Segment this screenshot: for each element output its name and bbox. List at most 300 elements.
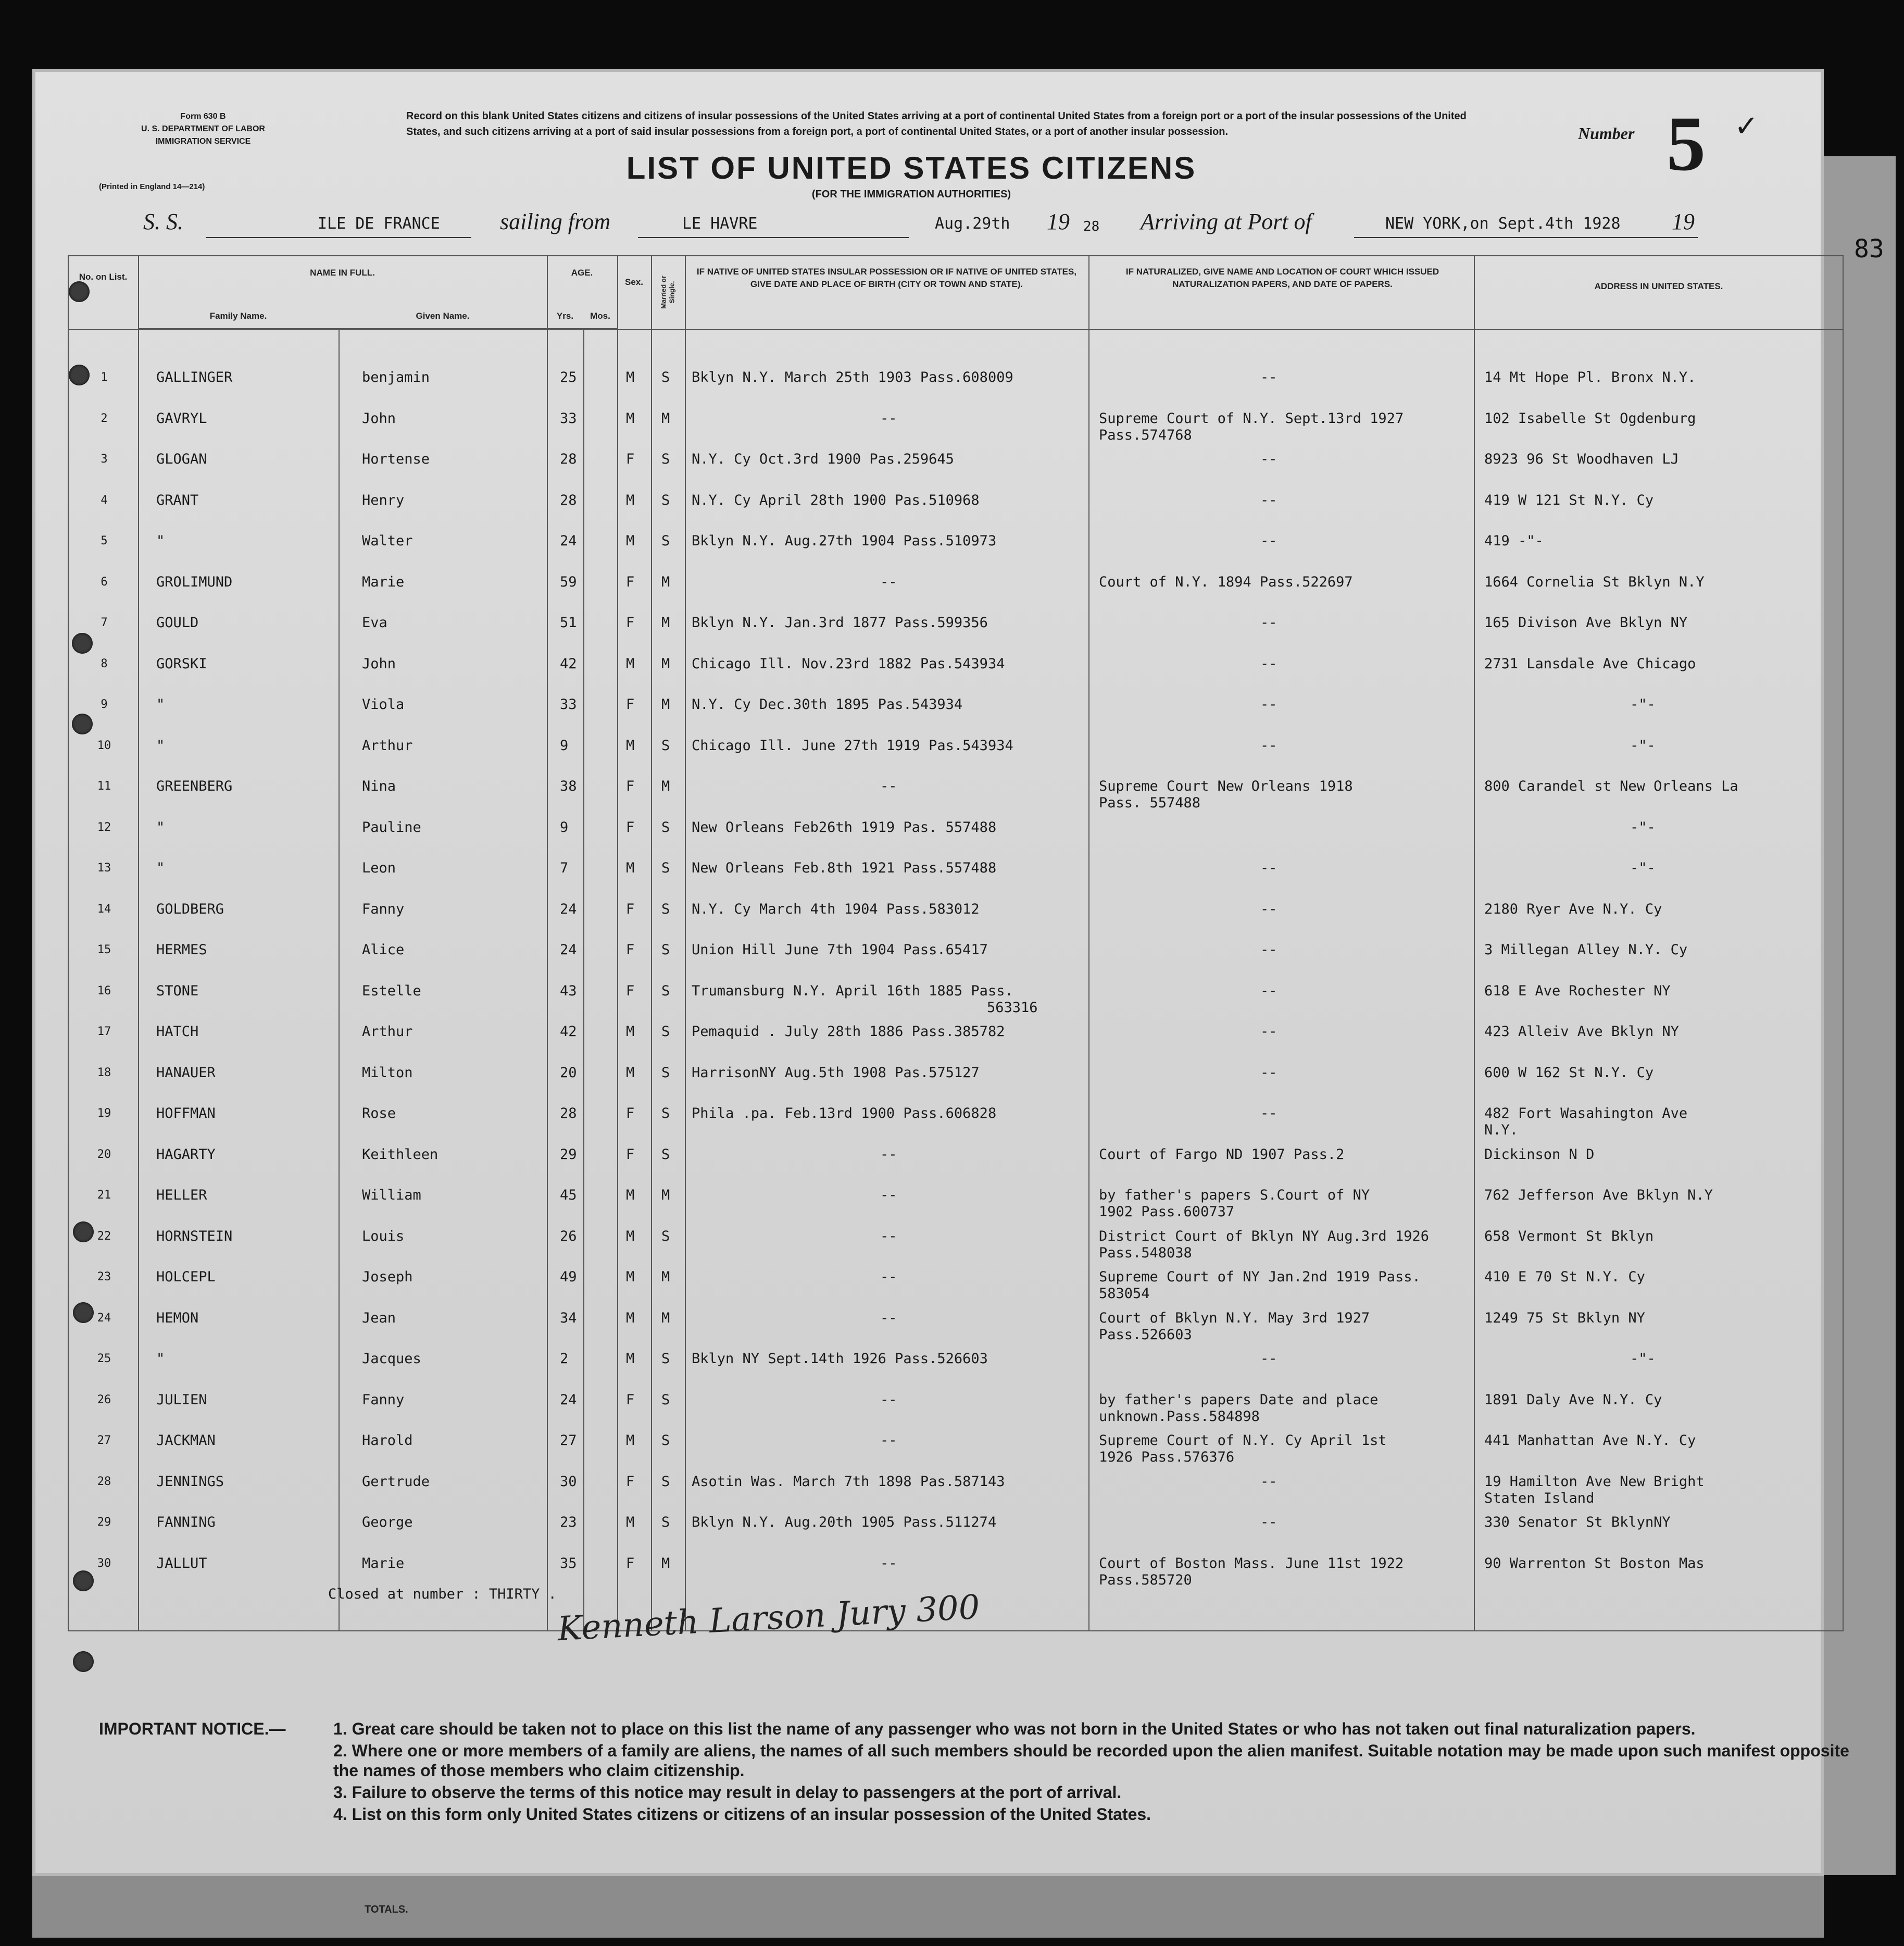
col-header-married: Married or Single.	[659, 276, 676, 309]
given-name: Harold	[362, 1432, 413, 1449]
us-address: 2731 Lansdale Ave Chicago	[1484, 655, 1696, 672]
birth-info: Union Hill June 7th 1904 Pass.65417	[692, 942, 988, 958]
naturalization: --	[1260, 696, 1277, 713]
birth-info: --	[880, 778, 897, 794]
given-name: Arthur	[362, 1024, 413, 1040]
table-row	[68, 1106, 1844, 1145]
age-years: 28	[560, 451, 577, 467]
sex: M	[626, 533, 635, 549]
birth-info: Pemaquid . July 28th 1886 Pass.385782	[692, 1024, 1005, 1040]
given-name: Jean	[362, 1309, 396, 1326]
naturalization: Supreme Court of NY Jan.2nd 1919 Pass.	[1099, 1269, 1421, 1285]
table-row	[68, 533, 1844, 573]
us-address: 618 E Ave Rochester NY	[1484, 982, 1671, 999]
us-address: 330 Senator St BklynNY	[1484, 1514, 1671, 1530]
us-address: -"-	[1630, 696, 1656, 713]
family-name: JALLUT	[156, 1555, 207, 1571]
sex: F	[626, 451, 635, 467]
table-row	[68, 1433, 1844, 1473]
given-name: Keithleen	[362, 1146, 439, 1163]
us-address: 1891 Daly Ave N.Y. Cy	[1484, 1391, 1662, 1408]
row-number: 14	[97, 902, 111, 916]
age-years: 7	[560, 860, 569, 876]
family-name: FANNING	[156, 1514, 216, 1530]
marital-status: M	[661, 1269, 670, 1285]
row-number: 16	[97, 984, 111, 997]
family-name: GOULD	[156, 615, 199, 631]
naturalization: --	[1260, 1473, 1277, 1490]
us-address: 3 Millegan Alley N.Y. Cy	[1484, 942, 1688, 958]
marital-status: S	[661, 533, 670, 549]
birth-info: --	[880, 1391, 897, 1408]
family-name: "	[156, 696, 165, 713]
row-number: 21	[97, 1189, 111, 1202]
sailing-date: Aug.29th	[935, 215, 1010, 233]
col-header-age: AGE.	[571, 268, 593, 278]
marital-status: S	[661, 1432, 670, 1449]
passenger-table	[68, 255, 1844, 1630]
record-instructions: Record on this blank United States citizens and citizens of insular possessions of the United States arriving at a port of continental United States from a foreign port or a port of the insular possessions of the United States, and such citizens arriving at a port of said insular possessions from a foreign port, a port of continental United States, or a port of another insular possession.	[406, 110, 1467, 138]
us-address: 482 Fort Wasahington Ave	[1484, 1105, 1688, 1121]
family-name: HOFFMAN	[156, 1105, 216, 1121]
notice-item: 4. List on this form only United States citizens or citizens of an insular possession of the United States.	[333, 1805, 1151, 1824]
marital-status: S	[661, 1351, 670, 1367]
col-header-name: NAME IN FULL.	[310, 268, 375, 278]
totals-label: TOTALS.	[365, 1904, 408, 1915]
given-name: Marie	[362, 1555, 405, 1571]
age-years: 24	[560, 901, 577, 917]
row-number: 28	[97, 1475, 111, 1488]
family-name: STONE	[156, 982, 199, 999]
naturalization-cont: Pass.585720	[1099, 1571, 1192, 1588]
age-years: 30	[560, 1473, 577, 1490]
inspector-signature: Kenneth Larson Jury 300	[556, 1588, 981, 1649]
us-address: 410 E 70 St N.Y. Cy	[1484, 1269, 1645, 1285]
age-years: 28	[560, 1105, 577, 1121]
family-name: JULIEN	[156, 1391, 207, 1408]
us-address: 800 Carandel st New Orleans La	[1484, 778, 1738, 794]
row-number: 15	[97, 943, 111, 956]
given-name: Alice	[362, 942, 405, 958]
marital-status: S	[661, 819, 670, 835]
row-number: 10	[97, 739, 111, 752]
age-years: 43	[560, 982, 577, 999]
family-name: JACKMAN	[156, 1432, 216, 1449]
table-row	[68, 1515, 1844, 1554]
given-name: Fanny	[362, 1391, 405, 1408]
departure-port: LE HAVRE	[682, 215, 758, 233]
year-prefix-2: 19	[1672, 209, 1695, 234]
checkmark-icon: ✓	[1734, 109, 1759, 143]
row-number: 24	[97, 1311, 111, 1325]
table-row	[68, 738, 1844, 778]
family-name: "	[156, 819, 165, 835]
given-name: John	[362, 655, 396, 672]
notice-item: 3. Failure to observe the terms of this notice may result in delay to passengers at the port of arrival.	[333, 1783, 1122, 1802]
marital-status: S	[661, 1514, 670, 1530]
naturalization: --	[1260, 533, 1277, 549]
age-years: 42	[560, 655, 577, 672]
birth-info-cont: 563316	[987, 999, 1038, 1016]
naturalization: Supreme Court of N.Y. Cy April 1st	[1099, 1432, 1387, 1449]
marital-status: S	[661, 737, 670, 754]
given-name: Arthur	[362, 737, 413, 754]
family-name: HATCH	[156, 1024, 199, 1040]
birth-info: N.Y. Cy Oct.3rd 1900 Pas.259645	[692, 451, 954, 467]
sex: M	[626, 1351, 635, 1367]
page-title: LIST OF UNITED STATES CITIZENS	[626, 151, 1197, 185]
age-years: 49	[560, 1269, 577, 1285]
marital-status: S	[661, 1391, 670, 1408]
bottom-page-edge	[32, 1875, 1824, 1938]
age-years: 59	[560, 573, 577, 590]
family-name: HOLCEPL	[156, 1269, 216, 1285]
birth-info: --	[880, 1309, 897, 1326]
naturalization: Court of N.Y. 1894 Pass.522697	[1099, 573, 1353, 590]
marital-status: M	[661, 1187, 670, 1203]
naturalization: Supreme Court New Orleans 1918	[1099, 778, 1353, 794]
birth-info: --	[880, 410, 897, 427]
family-name: HORNSTEIN	[156, 1228, 233, 1244]
us-address: 1664 Cornelia St Bklyn N.Y	[1484, 573, 1705, 590]
col-header-naturalized: IF NATURALIZED, GIVE NAME AND LOCATION OF COURT WHICH ISSUED NATURALIZATION PAPERS, AND DATE OF PAPERS.	[1125, 267, 1439, 289]
naturalization: District Court of Bklyn NY Aug.3rd 1926	[1099, 1228, 1429, 1244]
naturalization: by father's papers S.Court of NY	[1099, 1187, 1370, 1203]
sex: F	[626, 778, 635, 794]
us-address: 658 Vermont St Bklyn	[1484, 1228, 1654, 1244]
naturalization: --	[1260, 451, 1277, 467]
birth-info: --	[880, 573, 897, 590]
age-years: 26	[560, 1228, 577, 1244]
us-address: Dickinson N D	[1484, 1146, 1595, 1163]
arriving-label: Arriving at Port of	[1141, 209, 1312, 234]
notice-label: IMPORTANT NOTICE.—	[99, 1719, 286, 1738]
marital-status: M	[661, 573, 670, 590]
table-row	[68, 1024, 1844, 1064]
us-address: -"-	[1630, 860, 1656, 876]
age-years: 23	[560, 1514, 577, 1530]
closed-at-number: Closed at number : THIRTY .	[328, 1586, 557, 1602]
punch-hole	[73, 1651, 94, 1672]
given-name: Marie	[362, 573, 405, 590]
notice-item: 2. Where one or more members of a family are aliens, the names of all such members should be recorded upon the alien manifest. Suitable notation may be made upon such manifest opposite the names of those members who claim citizenship.	[333, 1741, 1849, 1780]
marital-status: M	[661, 410, 670, 427]
age-years: 27	[560, 1432, 577, 1449]
arrival-underline	[1354, 237, 1698, 238]
age-years: 29	[560, 1146, 577, 1163]
table-row	[68, 860, 1844, 900]
given-name: Hortense	[362, 451, 430, 467]
birth-info: Bklyn N.Y. March 25th 1903 Pass.608009	[692, 369, 1013, 385]
given-name: Joseph	[362, 1269, 413, 1285]
table-row	[68, 370, 1844, 409]
row-number: 8	[101, 657, 108, 670]
row-number: 29	[97, 1516, 111, 1529]
given-name: George	[362, 1514, 413, 1530]
family-name: GAVRYL	[156, 410, 207, 427]
table-row	[68, 493, 1844, 532]
sex: M	[626, 860, 635, 876]
us-address: 8923 96 St Woodhaven LJ	[1484, 451, 1679, 467]
naturalization-cont: 583054	[1099, 1286, 1150, 1302]
naturalization: --	[1260, 982, 1277, 999]
given-name: Walter	[362, 533, 413, 549]
sex: M	[626, 492, 635, 508]
given-name: benjamin	[362, 369, 430, 385]
year-prefix: 19	[1047, 209, 1070, 234]
birth-info: Asotin Was. March 7th 1898 Pas.587143	[692, 1473, 1005, 1490]
naturalization-cont: 1902 Pass.600737	[1099, 1204, 1235, 1220]
marital-status: M	[661, 696, 670, 713]
age-years: 51	[560, 615, 577, 631]
marital-status: M	[661, 1555, 670, 1571]
sex: M	[626, 1269, 635, 1285]
sex: F	[626, 1391, 635, 1408]
birth-info: HarrisonNY Aug.5th 1908 Pas.575127	[692, 1064, 980, 1081]
age-years: 28	[560, 492, 577, 508]
marital-status: S	[661, 1024, 670, 1040]
marital-status: S	[661, 369, 670, 385]
table-row	[68, 615, 1844, 655]
table-row	[68, 942, 1844, 982]
us-address-cont: N.Y.	[1484, 1122, 1519, 1138]
marital-status: S	[661, 1064, 670, 1081]
table-row	[68, 1392, 1844, 1432]
us-address: 19 Hamilton Ave New Bright	[1484, 1473, 1705, 1490]
notice-item: 1. Great care should be taken not to place on this list the name of any passenger who was not born in the United States or who has not taken out final naturalization papers.	[333, 1719, 1696, 1738]
table-row	[68, 983, 1844, 1023]
col-header-sex: Sex.	[625, 277, 643, 287]
form-identification	[104, 110, 302, 148]
age-years: 34	[560, 1309, 577, 1326]
birth-info: Phila .pa. Feb.13rd 1900 Pass.606828	[692, 1105, 997, 1121]
table-row	[68, 1065, 1844, 1105]
naturalization: --	[1260, 655, 1277, 672]
table-row	[68, 656, 1844, 696]
us-address: 102 Isabelle St Ogdenburg	[1484, 410, 1696, 427]
birth-info: N.Y. Cy April 28th 1900 Pas.510968	[692, 492, 980, 508]
row-number: 13	[97, 862, 111, 875]
col-header-mos: Mos.	[590, 311, 610, 321]
form-number: Form 630 B	[180, 112, 226, 121]
sex: M	[626, 1228, 635, 1244]
birth-info: Trumansburg N.Y. April 16th 1885 Pass.	[692, 982, 1013, 999]
col-header-address: ADDRESS IN UNITED STATES.	[1594, 281, 1723, 291]
row-number: 3	[101, 453, 108, 466]
given-name: Milton	[362, 1064, 413, 1081]
sex: F	[626, 573, 635, 590]
arrival-port-date: NEW YORK,on Sept.4th 1928	[1385, 215, 1621, 233]
given-name: Fanny	[362, 901, 405, 917]
family-name: GALLINGER	[156, 369, 233, 385]
row-number: 17	[97, 1025, 111, 1038]
service-name: IMMIGRATION SERVICE	[155, 137, 251, 146]
sex: F	[626, 982, 635, 999]
birth-info: Chicago Ill. June 27th 1919 Pas.543934	[692, 737, 1013, 754]
birth-info: --	[880, 1146, 897, 1163]
us-address: 600 W 162 St N.Y. Cy	[1484, 1064, 1654, 1081]
table-row	[68, 1229, 1844, 1268]
marital-status: S	[661, 492, 670, 508]
naturalization-cont: 1926 Pass.576376	[1099, 1449, 1235, 1465]
naturalization: --	[1260, 369, 1277, 385]
sailing-year: 28	[1083, 219, 1100, 234]
marital-status: M	[661, 615, 670, 631]
age-years: 24	[560, 1391, 577, 1408]
birth-info: Chicago Ill. Nov.23rd 1882 Pas.543934	[692, 655, 1005, 672]
age-years: 9	[560, 819, 569, 835]
marital-status: M	[661, 1309, 670, 1326]
table-row	[68, 902, 1844, 941]
marital-status: S	[661, 901, 670, 917]
sex: M	[626, 1432, 635, 1449]
naturalization: --	[1260, 1514, 1277, 1530]
given-name: Leon	[362, 860, 396, 876]
sex: M	[626, 655, 635, 672]
naturalization: --	[1260, 1064, 1277, 1081]
given-name: Louis	[362, 1228, 405, 1244]
age-years: 20	[560, 1064, 577, 1081]
us-address: 441 Manhattan Ave N.Y. Cy	[1484, 1432, 1696, 1449]
table-row	[68, 452, 1844, 491]
col-header-given: Given Name.	[416, 311, 470, 321]
naturalization: --	[1260, 860, 1277, 876]
table-row	[68, 1188, 1844, 1227]
table-bottom-border	[68, 1630, 1844, 1631]
marital-status: S	[661, 451, 670, 467]
sex: F	[626, 1146, 635, 1163]
row-number: 30	[97, 1556, 111, 1570]
age-years: 35	[560, 1555, 577, 1571]
naturalization: --	[1260, 615, 1277, 631]
age-years: 45	[560, 1187, 577, 1203]
table-row	[68, 1474, 1844, 1514]
us-address: 423 Alleiv Ave Bklyn NY	[1484, 1024, 1679, 1040]
naturalization-cont: Pass.526603	[1099, 1326, 1192, 1343]
page-subtitle: (FOR THE IMMIGRATION AUTHORITIES)	[811, 189, 1011, 200]
given-name: Viola	[362, 696, 405, 713]
birth-info: New Orleans Feb26th 1919 Pas. 557488	[692, 819, 997, 835]
birth-info: Bklyn N.Y. Jan.3rd 1877 Pass.599356	[692, 615, 988, 631]
row-number: 7	[101, 616, 108, 629]
family-name: HEMON	[156, 1309, 199, 1326]
family-name: HERMES	[156, 942, 207, 958]
row-number: 27	[97, 1434, 111, 1447]
row-number: 9	[101, 698, 108, 711]
sex: M	[626, 369, 635, 385]
naturalization: --	[1260, 737, 1277, 754]
row-number: 2	[101, 411, 108, 425]
us-address: -"-	[1630, 1351, 1656, 1367]
age-years: 24	[560, 533, 577, 549]
table-row	[68, 1311, 1844, 1350]
naturalization: --	[1260, 942, 1277, 958]
birth-info: N.Y. Cy March 4th 1904 Pass.583012	[692, 901, 980, 917]
naturalization-cont: unknown.Pass.584898	[1099, 1408, 1260, 1425]
given-name: William	[362, 1187, 421, 1203]
table-row	[68, 575, 1844, 614]
birth-info: --	[880, 1269, 897, 1285]
us-address: 419 -"-	[1484, 533, 1544, 549]
row-number: 5	[101, 534, 108, 547]
given-name: Rose	[362, 1105, 396, 1121]
naturalization: --	[1260, 901, 1277, 917]
family-name: GREENBERG	[156, 778, 233, 794]
table-row	[68, 1147, 1844, 1187]
table-row	[68, 779, 1844, 818]
row-number: 20	[97, 1147, 111, 1161]
table-row	[68, 411, 1844, 451]
birth-info: --	[880, 1228, 897, 1244]
table-row	[68, 1351, 1844, 1391]
sex: F	[626, 942, 635, 958]
family-name: GROLIMUND	[156, 573, 233, 590]
us-address: 762 Jefferson Ave Bklyn N.Y	[1484, 1187, 1713, 1203]
col-header-family: Family Name.	[209, 311, 267, 321]
naturalization: Court of Boston Mass. June 11st 1922	[1099, 1555, 1404, 1571]
department-name: U. S. DEPARTMENT OF LABOR	[141, 124, 265, 133]
age-years: 38	[560, 778, 577, 794]
naturalization-cont: Pass.548038	[1099, 1244, 1192, 1261]
row-number: 26	[97, 1393, 111, 1406]
table-row	[68, 697, 1844, 737]
us-address-cont: Staten Island	[1484, 1490, 1595, 1506]
family-name: JENNINGS	[156, 1473, 224, 1490]
row-number: 22	[97, 1229, 111, 1243]
row-number: 4	[101, 493, 108, 507]
sex: F	[626, 696, 635, 713]
naturalization: Court of Fargo ND 1907 Pass.2	[1099, 1146, 1345, 1163]
naturalization: --	[1260, 1351, 1277, 1367]
us-address: 1249 75 St Bklyn NY	[1484, 1309, 1645, 1326]
sailing-label: sailing from	[500, 209, 611, 234]
family-name: GORSKI	[156, 655, 207, 672]
naturalization: --	[1260, 1105, 1277, 1121]
sex: F	[626, 1105, 635, 1121]
birth-info: Bklyn NY Sept.14th 1926 Pass.526603	[692, 1351, 988, 1367]
sex: F	[626, 901, 635, 917]
family-name: GLOGAN	[156, 451, 207, 467]
family-name: HAGARTY	[156, 1146, 216, 1163]
birth-info: Bklyn N.Y. Aug.20th 1905 Pass.511274	[692, 1514, 997, 1530]
family-name: "	[156, 1351, 165, 1367]
given-name: Gertrude	[362, 1473, 430, 1490]
sex: M	[626, 737, 635, 754]
age-years: 42	[560, 1024, 577, 1040]
given-name: Pauline	[362, 819, 421, 835]
margin-number: 83	[1854, 234, 1884, 264]
birth-info: Bklyn N.Y. Aug.27th 1904 Pass.510973	[692, 533, 997, 549]
family-name: GOLDBERG	[156, 901, 224, 917]
printed-note: (Printed in England 14—214)	[99, 182, 205, 191]
family-name: GRANT	[156, 492, 199, 508]
age-years: 9	[560, 737, 569, 754]
given-name: Jacques	[362, 1351, 421, 1367]
marital-status: S	[661, 942, 670, 958]
naturalization-cont: Pass.574768	[1099, 427, 1192, 443]
naturalization-cont: Pass. 557488	[1099, 795, 1201, 811]
given-name: Nina	[362, 778, 396, 794]
birth-info: N.Y. Cy Dec.30th 1895 Pas.543934	[692, 696, 963, 713]
marital-status: S	[661, 1228, 670, 1244]
birth-info: New Orleans Feb.8th 1921 Pass.557488	[692, 860, 997, 876]
header-bottom-rule	[68, 329, 1844, 330]
marital-status: S	[661, 1146, 670, 1163]
sex: F	[626, 1555, 635, 1571]
marital-status: S	[661, 860, 670, 876]
us-address: 165 Divison Ave Bklyn NY	[1484, 615, 1688, 631]
row-number: 6	[101, 575, 108, 589]
